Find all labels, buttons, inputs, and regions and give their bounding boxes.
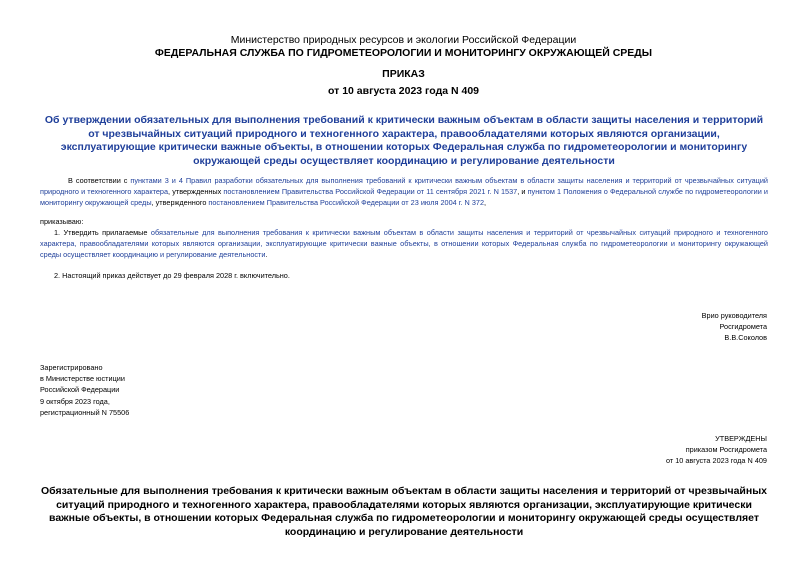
signature-block (702, 310, 767, 344)
preamble-link-regulation[interactable]: пунктом 1 Положения о Федеральной службе по гидрометеорологии и мониторингу окружающей среды (40, 187, 768, 208)
registration-line-1: Зарегистрировано (40, 363, 103, 372)
registration-line-5: регистрационный N 75506 (40, 407, 130, 417)
preamble-link-decree-372[interactable]: постановлением Правительства Российской Федерации от 23 июля 2004 г. N 372 (208, 198, 485, 208)
order-heading: ПРИКАЗ (382, 68, 425, 80)
item-1-text-1: 1. Утвердить прилагаемые (54, 228, 151, 237)
preamble-link-rules[interactable]: пунктами 3 и 4 Правил разработки обязательных для выполнения требований к критически важным объектам в области защиты населения и территорий от чрезвычайных ситуаций природного и техногенного характера (40, 176, 768, 197)
preamble-text-2: , утвержденных (168, 187, 224, 197)
requirements-title: Обязательные для выполнения требования к критически важным объектам в области защиты населения и территорий от чрезвычайных ситуаций природного и техногенного характера, правообладателями которых являются организации, эксплуатирующие критически важные объекты, в отношении которых Федеральная служба по гидрометеорологии и мониторингу окружающей среды осуществляет координацию и регулирование деятельности (40, 485, 768, 538)
signature-agency: Росгидромета (719, 322, 767, 332)
preamble-link-decree-1537[interactable]: постановлением Правительства Российской Федерации от 11 сентября 2021 г. N 1537 (223, 187, 518, 197)
registration-line-2: в Министерстве юстиции (40, 374, 125, 384)
signature-name: В.В.Соколов (724, 333, 767, 343)
title-prefix: Об утверждении (44, 114, 135, 126)
approved-line-3: от 10 августа 2023 года N 409 (665, 456, 767, 466)
registration-block (40, 362, 129, 418)
item-1-paragraph (40, 227, 768, 261)
item-2-paragraph: 2. Настоящий приказ действует до 29 февраля 2028 г. включительно. (54, 271, 290, 280)
preamble-text-5: , (484, 198, 487, 208)
approved-line-1: УТВЕРЖДЕНЫ (715, 434, 767, 443)
ministry-name: Министерство природных ресурсов и экологии Российской Федерации (230, 34, 577, 46)
signature-position: Врио руководителя (701, 311, 767, 320)
preamble-text-1: В соответствии с (68, 176, 131, 185)
preamble-paragraph (40, 175, 768, 209)
order-word: приказываю: (40, 217, 84, 226)
item-1-text-2: . (265, 250, 268, 260)
preamble-text-4: , утвержденного (151, 198, 209, 208)
approved-line-2: приказом Росгидромета (685, 445, 767, 455)
registration-line-4: 9 октября 2023 года, (40, 396, 110, 406)
approved-block (666, 433, 767, 467)
registration-line-3: Российской Федерации (40, 385, 120, 395)
order-date: от 10 августа 2023 года N 409 (327, 85, 480, 97)
item-1-link[interactable]: обязательные для выполнения требования к критически важным объектам в области защиты населения и территорий от чрезвычайных ситуаций природного и техногенного характера, правообладателями которых являются организации, эксплуатирующие критически важные объекты, в отношении которых Федеральная служба по гидрометеорологии и мониторингу окружающей среды осуществляет координацию и регулирование деятельности (40, 228, 768, 260)
preamble-text-3: , и (517, 187, 528, 197)
document-title (40, 114, 768, 168)
service-name: ФЕДЕРАЛЬНАЯ СЛУЖБА ПО ГИДРОМЕТЕОРОЛОГИИ И МОНИТОРИНГУ ОКРУЖАЮЩЕЙ СРЕДЫ (154, 47, 653, 59)
title-link[interactable]: обязательных для выполнения требований к критически важным объектам в области защиты населения и территорий от чрезвычайных ситуаций природного и техногенного характера, правообладателями которых являются организации, эксплуатирующие критически важные объекты, в отношении которых Федеральная служба по гидрометеорологии и мониторингу окружающей среды осуществляет координацию и регулирование деятельности (60, 114, 764, 167)
